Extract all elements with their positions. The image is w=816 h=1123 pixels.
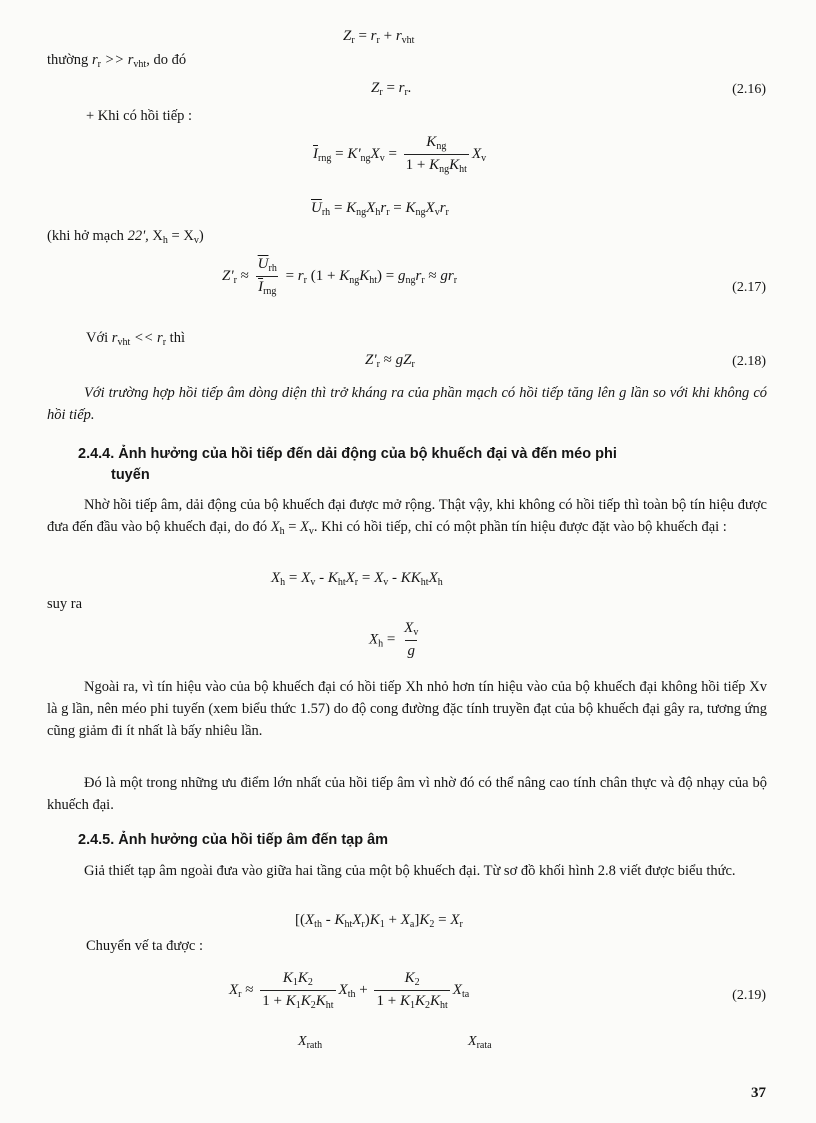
equation-xh-expansion: $X_h = X_v - K_{ht}X_r = X_v - KK_{ht}X_h$ <box>271 570 443 588</box>
paragraph-dynamic-range: Nhờ hồi tiếp âm, dải động của bộ khuếch đại được mở rộng. Thật vậy, khi không có hồi tiếp thì toàn bộ tín hiệu được đưa đến đầu vào bộ khuếch đại, do đó $X_h = X_v$. Khi có hồi tiếp, chỉ có một phần tín hiệu được đặt vào bộ khuếch đại : <box>47 497 767 537</box>
section-heading-2-4-4 <box>78 444 768 486</box>
paragraph-partial-signal: Khi có hồi tiếp, chỉ có một phần tín hiệu được đặt vào bộ khuếch đại : <box>321 519 727 535</box>
paragraph-advantage: Đó là một trong những ưu điểm lớn nhất của hồi tiếp âm vì nhờ đó có thể nâng cao tính chân thực và độ nhạy của bộ khuếch đại. <box>47 775 767 813</box>
section-heading-2-4-4-line1: 2.4.4. Ảnh hưởng của hồi tiếp đến dải động của bộ khuếch đại và đến méo phi <box>78 446 617 462</box>
equation-urh: $\overline{U}_{rh} = K_{ng}X_hr_r = K_{ng}X_vr_r$ <box>311 200 449 218</box>
equation-2-16: $Z_r = r_r$. <box>371 80 412 98</box>
section-heading-2-4-5: 2.4.5. Ảnh hưởng của hồi tiếp âm đến tạp âm <box>78 832 389 848</box>
text-open-circuit-label: (khi hở mạch <box>47 228 124 244</box>
text-with-feedback: + Khi có hồi tiếp : <box>86 108 193 124</box>
equation-2-17: $Z'_r$ ≈ $\frac{\overline{U}_{rh}}{\overline{I}_{rng}}$ = $r_r$ $(1 + K_{ng}K_{ht}) = g_{ng}r_r \approx gr_r$ <box>222 256 458 297</box>
text-open-circuit: (khi hở mạch 22', $X_h = X_v$) <box>47 228 204 246</box>
paragraph-nonlinear-distortion: Ngoài ra, vì tín hiệu vào của bộ khuếch đại có hồi tiếp Xh nhỏ hơn tín hiệu vào của bộ khuếch đại không hồi tiếp Xv là g lần, nên méo phi tuyến (xem biểu thức 1.57) do độ cong đường đặc tính truyền đạt của bộ khuếch đại gây ra, tương ứng cũng giảm đi ít nhất là bấy nhiêu lần. <box>47 679 767 739</box>
equation-irng: $\overline{I}_{rng} = K'_{ng}X_v$ = $\frac{K_{ng}}{1 + K_{ng}K_{ht}}$ $X_v$ <box>313 134 487 175</box>
paragraph-italic-conclusion: Với trường hợp hồi tiếp âm dòng diện thì trở kháng ra của phần mạch có hồi tiếp tăng lên g lần so với khi không có hồi tiếp. <box>47 385 767 423</box>
paragraph-noise-assumption: Giả thiết tạp âm ngoài đưa vào giữa hai tầng của một bộ khuếch đại. Từ sơ đồ khối hình 2.8 viết được biểu thức. <box>84 863 736 879</box>
text-therefore: do đó <box>153 52 187 68</box>
text-with: Với <box>86 330 109 346</box>
equation-number-2-17: (2.17) <box>732 280 766 295</box>
equation-zr-sum: $Z_r = r_r + r_{vht}$ <box>343 28 415 46</box>
paragraph-dynamic-range-text: Nhờ hồi tiếp âm, dải động của bộ khuếch đại được mở rộng. Thật vậy, khi không có hồi tiếp thì toàn bộ tín hiệu được đưa đến đầu vào bộ khuếch đại, do đó <box>47 497 767 535</box>
equation-2-18: $Z'_r \approx gZ_r$ <box>365 352 415 370</box>
equation-number-2-18: (2.18) <box>732 354 766 369</box>
label-xrath: $X_{rath}$ <box>298 1034 323 1051</box>
text-then: thì <box>169 330 185 346</box>
equation-number-2-19: (2.19) <box>732 988 766 1003</box>
text-usually-line: thường $r_r >> r_{vht}$, do đó <box>47 52 187 70</box>
equation-2-19: $X_r$ ≈ $\frac{K_1K_2}{1 + K_1K_2K_{ht}}$ $X_{th}$ + $\frac{K_2}{1 + K_1K_2K_{ht}}$ $X_{ta}$ <box>229 970 470 1011</box>
text-condition: Với $r_{vht} << r_r$ thì <box>86 330 185 348</box>
text-infer: suy ra <box>47 596 83 612</box>
text-node-22: 22', <box>127 228 149 244</box>
equation-number-2-16: (2.16) <box>732 82 766 97</box>
label-xrata: $X_{rata}$ <box>468 1034 492 1051</box>
equation-noise-loop: $[(X_{th} - K_{ht}X_r)K_1 + X_a]K_2 = X_r$ <box>295 912 463 930</box>
section-heading-2-4-4-line2: tuyến <box>111 467 150 483</box>
equation-xh-fraction: $X_h$ = $\frac{X_v}{g}$ <box>369 620 419 659</box>
text-rearrange: Chuyển vế ta được : <box>86 938 203 954</box>
text-usually: thường <box>47 52 89 68</box>
page-number: 37 <box>751 1085 766 1101</box>
